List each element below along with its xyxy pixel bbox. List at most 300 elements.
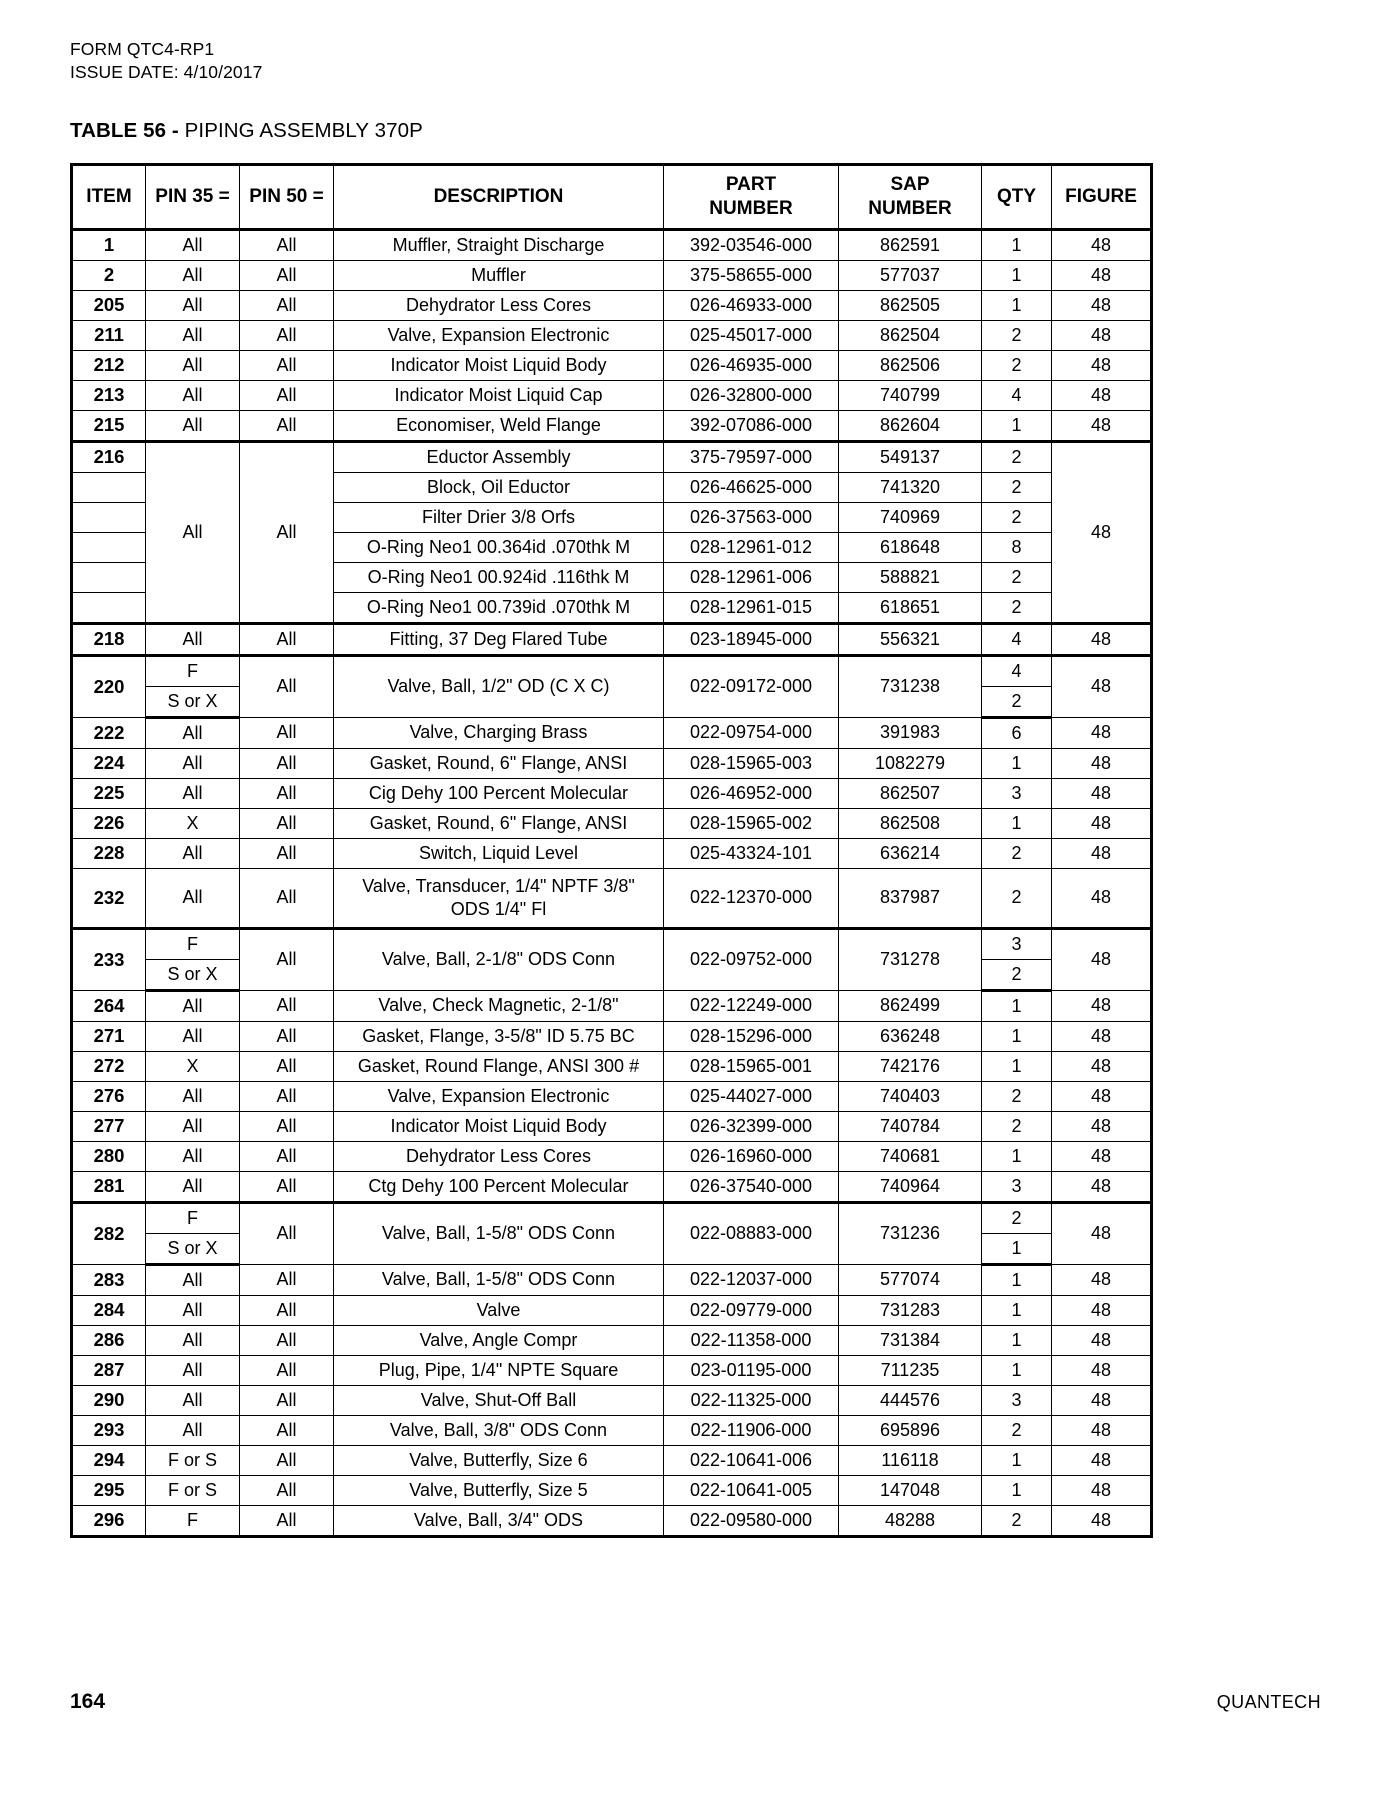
cell-figure: 48 [1052, 229, 1152, 260]
description-text: Eductor Assembly [426, 446, 571, 467]
cell-pin35: All [146, 868, 240, 928]
cell-part-number: 392-07086-000 [664, 410, 839, 441]
table-row [72, 1111, 1152, 1141]
cell-pin50: All [240, 778, 334, 808]
cell-description [334, 1325, 664, 1355]
cell-description [334, 748, 664, 778]
cell-description [334, 229, 664, 260]
cell-description [334, 1141, 664, 1171]
cell-pin35: All [146, 260, 240, 290]
description-text: Valve, Ball, 1/2" OD (C X C) [387, 676, 610, 697]
description-text: Dehydrator Less Cores [405, 294, 592, 315]
cell-figure: 48 [1052, 1355, 1152, 1385]
cell-qty: 4 [982, 380, 1052, 410]
cell-item: 294 [72, 1445, 146, 1475]
cell-pin35-top: F [146, 928, 240, 959]
cell-figure: 48 [1052, 655, 1152, 717]
cell-pin50: All [240, 655, 334, 717]
cell-qty: 2 [982, 868, 1052, 928]
cell-description [334, 1445, 664, 1475]
cell-description [334, 1202, 664, 1264]
cell-pin50: All [240, 1475, 334, 1505]
cell-qty: 1 [982, 290, 1052, 320]
cell-description [334, 1415, 664, 1445]
cell-item: 281 [72, 1171, 146, 1202]
cell-figure: 48 [1052, 1415, 1152, 1445]
cell-part-number: 026-32399-000 [664, 1111, 839, 1141]
cell-pin35: All [146, 380, 240, 410]
cell-part-number: 028-15965-003 [664, 748, 839, 778]
description-text: O-Ring Neo1 00.924id .116thk M [367, 566, 630, 587]
description-text: Valve, Expansion Electronic [387, 324, 610, 345]
description-text: Valve, Ball, 1-5/8" ODS Conn [381, 1223, 616, 1244]
description-text: Gasket, Round Flange, ANSI 300 # [357, 1055, 640, 1076]
cell-figure: 48 [1052, 1081, 1152, 1111]
cell-qty: 2 [982, 441, 1052, 472]
cell-sap-number: 862591 [839, 229, 982, 260]
cell-figure: 48 [1052, 1295, 1152, 1325]
table-row [72, 1355, 1152, 1385]
cell-pin50: All [240, 1355, 334, 1385]
cell-figure: 48 [1052, 1475, 1152, 1505]
description-text: Valve, Ball, 3/8" ODS Conn [389, 1419, 608, 1440]
cell-pin35: All [146, 838, 240, 868]
cell-description [334, 778, 664, 808]
cell-pin35: F or S [146, 1475, 240, 1505]
cell-item: 205 [72, 290, 146, 320]
table-row [72, 717, 1152, 748]
cell-qty: 1 [982, 1295, 1052, 1325]
cell-pin50: All [240, 1111, 334, 1141]
cell-figure: 48 [1052, 1445, 1152, 1475]
cell-qty: 2 [982, 320, 1052, 350]
issue-date: ISSUE DATE: 4/10/2017 [70, 62, 263, 83]
table-row [72, 1202, 1152, 1233]
cell-sap-number: 862507 [839, 778, 982, 808]
table-row [72, 748, 1152, 778]
cell-pin50: All [240, 1021, 334, 1051]
cell-sap-number: 731283 [839, 1295, 982, 1325]
table-row [72, 320, 1152, 350]
cell-item: 226 [72, 808, 146, 838]
cell-qty: 3 [982, 778, 1052, 808]
col-header-part-number-line2: NUMBER [709, 197, 793, 219]
description-text: Valve, Expansion Electronic [387, 1085, 610, 1106]
table-row [72, 229, 1152, 260]
col-header-sap-number-line1: SAP [890, 174, 930, 196]
description-text: Valve, Charging Brass [409, 722, 588, 743]
cell-sap-number: 556321 [839, 623, 982, 655]
cell-part-number: 026-37540-000 [664, 1171, 839, 1202]
table-row [72, 1475, 1152, 1505]
cell-description [334, 441, 664, 472]
col-header-sap-number [839, 164, 982, 229]
cell-sap-number: 391983 [839, 717, 982, 748]
cell-item: 286 [72, 1325, 146, 1355]
cell-pin35: All [146, 623, 240, 655]
description-text: Valve, Ball, 1-5/8" ODS Conn [381, 1269, 616, 1290]
cell-qty-top: 4 [982, 655, 1052, 686]
cell-pin50: All [240, 1415, 334, 1445]
cell-part-number: 375-79597-000 [664, 441, 839, 472]
cell-qty: 3 [982, 1385, 1052, 1415]
cell-item: 264 [72, 990, 146, 1021]
cell-description [334, 717, 664, 748]
cell-part-number: 026-32800-000 [664, 380, 839, 410]
cell-figure: 48 [1052, 1051, 1152, 1081]
cell-part-number: 022-11906-000 [664, 1415, 839, 1445]
cell-pin35: All [146, 1264, 240, 1295]
cell-sap-number: 741320 [839, 472, 982, 502]
cell-part-number: 025-44027-000 [664, 1081, 839, 1111]
cell-sap-number: 618651 [839, 592, 982, 623]
cell-pin35: X [146, 1051, 240, 1081]
cell-pin35: X [146, 808, 240, 838]
cell-qty: 1 [982, 410, 1052, 441]
description-text: Dehydrator Less Cores [405, 1145, 592, 1166]
cell-description [334, 838, 664, 868]
description-text: Valve, Shut-Off Ball [420, 1389, 577, 1410]
cell-description [334, 290, 664, 320]
parts-table [70, 163, 1153, 1538]
table-row [72, 868, 1152, 928]
cell-pin35: All [146, 1385, 240, 1415]
description-text: Valve, Angle Compr [419, 1329, 578, 1350]
cell-qty: 1 [982, 808, 1052, 838]
cell-sap-number: 695896 [839, 1415, 982, 1445]
cell-pin50: All [240, 260, 334, 290]
cell-sap-number: 731236 [839, 1202, 982, 1264]
cell-pin50: All [240, 1445, 334, 1475]
table-row [72, 990, 1152, 1021]
cell-qty: 2 [982, 472, 1052, 502]
description-text: Economiser, Weld Flange [396, 414, 601, 435]
cell-pin35: F [146, 1505, 240, 1536]
cell-pin50: All [240, 1295, 334, 1325]
cell-description [334, 472, 664, 502]
cell-item: 277 [72, 1111, 146, 1141]
cell-pin35: F or S [146, 1445, 240, 1475]
cell-pin50: All [240, 1171, 334, 1202]
cell-qty: 2 [982, 1415, 1052, 1445]
cell-description [334, 1295, 664, 1325]
table-row [72, 350, 1152, 380]
table-row [72, 623, 1152, 655]
table-row [72, 441, 1152, 472]
cell-pin35-bottom: S or X [146, 959, 240, 990]
cell-description [334, 502, 664, 532]
cell-figure: 48 [1052, 1171, 1152, 1202]
cell-figure: 48 [1052, 838, 1152, 868]
table-row [72, 1295, 1152, 1325]
cell-part-number: 028-15296-000 [664, 1021, 839, 1051]
cell-qty-bottom: 2 [982, 686, 1052, 717]
table-title-label: TABLE 56 - [70, 118, 185, 142]
cell-description [334, 868, 664, 928]
cell-item: 220 [72, 655, 146, 717]
cell-description [334, 623, 664, 655]
cell-description [334, 928, 664, 990]
cell-sap-number: 711235 [839, 1355, 982, 1385]
cell-pin35-bottom: S or X [146, 1233, 240, 1264]
cell-description [334, 1111, 664, 1141]
page-footer [70, 1690, 1321, 1714]
cell-pin35: All [146, 290, 240, 320]
description-text: Switch, Liquid Level [418, 842, 579, 863]
cell-figure: 48 [1052, 410, 1152, 441]
col-header-description: DESCRIPTION [334, 164, 664, 229]
description-text: Muffler, Straight Discharge [392, 234, 605, 255]
cell-pin50: All [240, 410, 334, 441]
cell-description [334, 1385, 664, 1415]
cell-qty: 1 [982, 990, 1052, 1021]
table-row [72, 838, 1152, 868]
cell-item: 228 [72, 838, 146, 868]
cell-figure: 48 [1052, 1264, 1152, 1295]
cell-qty: 2 [982, 1081, 1052, 1111]
col-header-pin50: PIN 50 = [240, 164, 334, 229]
cell-qty: 1 [982, 1051, 1052, 1081]
cell-figure: 48 [1052, 1325, 1152, 1355]
cell-qty: 2 [982, 1111, 1052, 1141]
cell-part-number: 026-46935-000 [664, 350, 839, 380]
cell-part-number: 028-12961-012 [664, 532, 839, 562]
cell-item: 233 [72, 928, 146, 990]
table-row [72, 290, 1152, 320]
table-body [72, 229, 1152, 1536]
cell-figure: 48 [1052, 441, 1152, 623]
cell-pin35: All [146, 1171, 240, 1202]
col-header-pin35: PIN 35 = [146, 164, 240, 229]
cell-figure: 48 [1052, 748, 1152, 778]
cell-qty: 1 [982, 1355, 1052, 1385]
cell-description [334, 562, 664, 592]
table-row [72, 1385, 1152, 1415]
cell-figure: 48 [1052, 350, 1152, 380]
cell-pin35: All [146, 1111, 240, 1141]
description-text: Fitting, 37 Deg Flared Tube [389, 628, 608, 649]
cell-pin50: All [240, 1051, 334, 1081]
cell-sap-number: 1082279 [839, 748, 982, 778]
cell-sap-number: 731278 [839, 928, 982, 990]
cell-figure: 48 [1052, 260, 1152, 290]
table-row [72, 808, 1152, 838]
cell-figure: 48 [1052, 380, 1152, 410]
cell-sap-number: 742176 [839, 1051, 982, 1081]
description-text: Cig Dehy 100 Percent Molecular [368, 782, 629, 803]
cell-part-number: 022-12037-000 [664, 1264, 839, 1295]
cell-pin50: All [240, 1325, 334, 1355]
cell-pin50: All [240, 928, 334, 990]
cell-item: 213 [72, 380, 146, 410]
cell-qty: 1 [982, 260, 1052, 290]
cell-figure: 48 [1052, 320, 1152, 350]
description-text: Indicator Moist Liquid Cap [394, 384, 603, 405]
table-row [72, 928, 1152, 959]
cell-sap-number: 444576 [839, 1385, 982, 1415]
cell-part-number: 022-11358-000 [664, 1325, 839, 1355]
cell-pin50: All [240, 808, 334, 838]
cell-item-empty [72, 562, 146, 592]
table-row [72, 1325, 1152, 1355]
cell-pin50: All [240, 1505, 334, 1536]
table-title [70, 119, 1321, 143]
cell-item: 216 [72, 441, 146, 472]
cell-pin35: All [146, 320, 240, 350]
description-text: Valve, Ball, 2-1/8" ODS Conn [381, 949, 616, 970]
cell-part-number: 028-12961-015 [664, 592, 839, 623]
cell-sap-number: 116118 [839, 1445, 982, 1475]
cell-sap-number: 740681 [839, 1141, 982, 1171]
cell-pin50: All [240, 1202, 334, 1264]
description-text: Valve, Butterfly, Size 6 [409, 1449, 588, 1470]
cell-part-number: 028-12961-006 [664, 562, 839, 592]
cell-item: 280 [72, 1141, 146, 1171]
description-text: Gasket, Flange, 3-5/8" ID 5.75 BC [362, 1025, 635, 1046]
cell-item: 272 [72, 1051, 146, 1081]
cell-qty: 4 [982, 623, 1052, 655]
cell-figure: 48 [1052, 290, 1152, 320]
cell-sap-number: 588821 [839, 562, 982, 592]
page-number: 164 [70, 1690, 106, 1713]
cell-part-number: 022-09754-000 [664, 717, 839, 748]
cell-pin35: All [146, 410, 240, 441]
cell-item: 224 [72, 748, 146, 778]
cell-part-number: 028-15965-001 [664, 1051, 839, 1081]
description-text: Indicator Moist Liquid Body [390, 354, 607, 375]
cell-part-number: 026-46625-000 [664, 472, 839, 502]
cell-pin35: All [146, 748, 240, 778]
cell-sap-number: 147048 [839, 1475, 982, 1505]
cell-description [334, 1171, 664, 1202]
cell-qty: 1 [982, 1475, 1052, 1505]
cell-sap-number: 862499 [839, 990, 982, 1021]
cell-sap-number: 740403 [839, 1081, 982, 1111]
cell-qty: 2 [982, 592, 1052, 623]
cell-sap-number: 837987 [839, 868, 982, 928]
cell-pin35: All [146, 990, 240, 1021]
cell-description [334, 320, 664, 350]
cell-item: 222 [72, 717, 146, 748]
cell-sap-number: 636214 [839, 838, 982, 868]
cell-sap-number: 862604 [839, 410, 982, 441]
cell-part-number: 022-10641-006 [664, 1445, 839, 1475]
cell-sap-number: 862508 [839, 808, 982, 838]
cell-figure: 48 [1052, 1202, 1152, 1264]
cell-pin50: All [240, 320, 334, 350]
cell-description [334, 350, 664, 380]
table-row [72, 1264, 1152, 1295]
cell-qty-bottom: 1 [982, 1233, 1052, 1264]
cell-pin50: All [240, 990, 334, 1021]
col-header-part-number-line1: PART [725, 174, 777, 196]
cell-item: 225 [72, 778, 146, 808]
cell-description [334, 1355, 664, 1385]
col-header-qty: QTY [982, 164, 1052, 229]
cell-item-empty [72, 532, 146, 562]
cell-pin35: All [146, 1355, 240, 1385]
cell-pin50: All [240, 838, 334, 868]
cell-qty: 1 [982, 1325, 1052, 1355]
cell-sap-number: 731384 [839, 1325, 982, 1355]
cell-sap-number: 740964 [839, 1171, 982, 1202]
table-row [72, 260, 1152, 290]
cell-item-empty [72, 502, 146, 532]
cell-qty: 1 [982, 1445, 1052, 1475]
cell-description [334, 1021, 664, 1051]
cell-item: 271 [72, 1021, 146, 1051]
cell-qty: 1 [982, 229, 1052, 260]
cell-item: 218 [72, 623, 146, 655]
cell-part-number: 026-46933-000 [664, 290, 839, 320]
cell-item: 284 [72, 1295, 146, 1325]
description-text: Valve, Butterfly, Size 5 [409, 1479, 588, 1500]
description-text: Valve, Ball, 3/4" ODS [413, 1509, 584, 1530]
table-head [72, 164, 1152, 229]
table-row [72, 1021, 1152, 1051]
description-text: Valve [476, 1299, 521, 1320]
form-number: FORM QTC4-RP1 [70, 39, 215, 59]
cell-qty: 8 [982, 532, 1052, 562]
cell-pin35: All [146, 229, 240, 260]
table-row [72, 1171, 1152, 1202]
cell-figure: 48 [1052, 1141, 1152, 1171]
cell-figure: 48 [1052, 990, 1152, 1021]
description-text: Gasket, Round, 6" Flange, ANSI [369, 752, 628, 773]
cell-qty: 2 [982, 562, 1052, 592]
cell-description [334, 1475, 664, 1505]
cell-pin35: All [146, 1081, 240, 1111]
cell-part-number: 025-43324-101 [664, 838, 839, 868]
cell-pin50: All [240, 1385, 334, 1415]
cell-item: 1 [72, 229, 146, 260]
cell-description [334, 380, 664, 410]
cell-part-number: 022-08883-000 [664, 1202, 839, 1264]
col-header-figure: FIGURE [1052, 164, 1152, 229]
cell-item: 232 [72, 868, 146, 928]
cell-item: 295 [72, 1475, 146, 1505]
cell-description [334, 808, 664, 838]
cell-description [334, 592, 664, 623]
document-header [70, 38, 1321, 85]
description-text: Muffler [471, 264, 526, 285]
cell-sap-number: 731238 [839, 655, 982, 717]
cell-figure: 48 [1052, 808, 1152, 838]
cell-description [334, 990, 664, 1021]
description-text: Indicator Moist Liquid Body [390, 1115, 607, 1136]
cell-part-number: 022-11325-000 [664, 1385, 839, 1415]
table-row [72, 1051, 1152, 1081]
cell-pin35: All [146, 1415, 240, 1445]
cell-part-number: 022-12370-000 [664, 868, 839, 928]
description-text: Valve, Check Magnetic, 2-1/8" [378, 995, 619, 1016]
cell-item: 211 [72, 320, 146, 350]
table-row [72, 778, 1152, 808]
cell-pin35-top: F [146, 1202, 240, 1233]
description-text: Block, Oil Eductor [426, 476, 571, 497]
cell-item: 283 [72, 1264, 146, 1295]
cell-sap-number: 636248 [839, 1021, 982, 1051]
cell-part-number: 025-45017-000 [664, 320, 839, 350]
table-row [72, 410, 1152, 441]
cell-pin50: All [240, 868, 334, 928]
cell-description [334, 1264, 664, 1295]
cell-qty: 1 [982, 1141, 1052, 1171]
brand-name: QUANTECH [1216, 1692, 1321, 1712]
description-text: Filter Drier 3/8 Orfs [421, 506, 576, 527]
cell-pin35: All [146, 350, 240, 380]
cell-figure: 48 [1052, 1385, 1152, 1415]
